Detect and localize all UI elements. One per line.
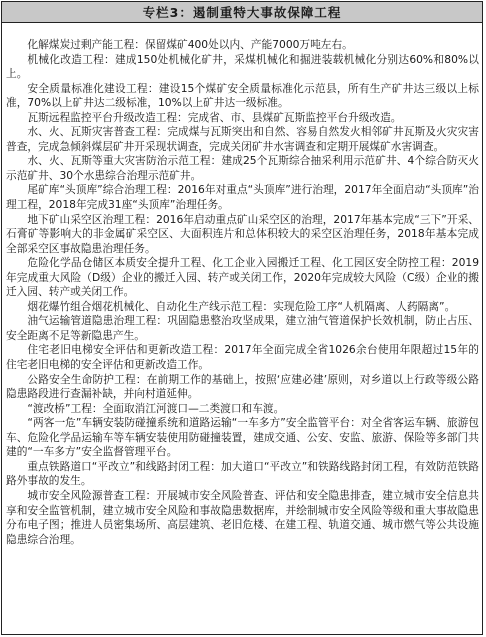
paragraph-road-safety: 公路安全生命防护工程：在前期工作的基础上，按照‘应建必建’原则，对乡道以上行政等级公路隐患路段进行查漏补缺，并向村道延伸。 <box>6 372 479 401</box>
paragraph-demonstration: 水、火、瓦斯等重大灾害防治示范工程：建成25个瓦斯综合抽采利用示范矿井、4个综合防灭火示范矿井、30个水患综合治理示范矿井。 <box>6 154 479 182</box>
title-bar <box>2 2 482 23</box>
column-box <box>1 1 483 635</box>
paragraph-goaf: 地下矿山采空区治理工程：2016年启动重点矿山采空区的治理，2017年基本完成“三下”开采、石膏矿等影响大的非金属矿采空区、大面积连片和总体积较大的采空区治理任务，2018年基本完成全部采空区事故隐患治理任务。 <box>6 212 479 255</box>
paragraph-fireworks: 烟花爆竹组合烟花机械化、自动化生产线示范工程：实现危险工序“人机隔离、人药隔离”。 <box>27 299 456 313</box>
paragraph-coal-capacity: 化解煤炭过剩产能工程：保留煤矿400处以内、产能7000万吨左右。 <box>27 38 353 51</box>
paragraph-city-risk: 城市安全风险源普查工程：开展城市安全风险普查、评估和安全隐患排查，建立城市安全信息共享和安全监管机制，建立城市安全风险和事故隐患数据库，并绘制城市安全风险等级和重大事故隐患分布电子图；推进人员密集场所、高层建筑、老旧危楼、在建工程、轨道交通、城市燃气等公共设施隐患综合治理。 <box>6 488 479 546</box>
paragraph-disaster-survey: 水、火、瓦斯灾害普查工程：完成煤与瓦斯突出和自然、容易自然发火相邻矿井瓦斯及火灾灾害普查，完成急倾斜煤层矿井开采现状调查，完成关闭矿井水害调查和定期开展煤矿水害调查。 <box>6 125 479 153</box>
column-title: 专栏3：遏制重特大事故保障工程 <box>142 5 342 20</box>
paragraph-elevator: 住宅老旧电梯安全评估和更新改造工程：2017年全面完成全省1026余台使用年限超过15年的住宅老旧电梯的安全评估和更新改造工作。 <box>6 343 479 372</box>
paragraph-mechanization: 机械化改造工程：建成150处机械化矿井，采煤机械化和掘进装载机械化分别达60%和80%以上。 <box>6 52 479 81</box>
paragraph-railway: 重点铁路道口“平改立”和线路封闭工程：加大道口“平改立”和铁路线路封闭工程，有效防范铁路路外事故的发生。 <box>6 459 479 488</box>
paragraph-tailings: 尾矿库“头顶库”综合治理工程：2016年对重点“头顶库”进行治理，2017年全面启动“头顶库”治理工程，2018年完成31座“头顶库”治理任务。 <box>6 183 479 212</box>
paragraph-chemical: 危险化学品仓储区本质安全提升工程、化工企业入园搬迁工程、化工园区安全防控工程：2019年完成重大风险（D级）企业的搬迁入园、转产或关闭工作，2020年完成较大风险（C级）企业的搬迁入园、转产或关闭工作。 <box>6 256 479 299</box>
paragraph-ferry: “渡改桥”工程：全面取消江河渡口—二类渡口和车渡。 <box>27 401 285 415</box>
paragraph-standardization: 安全质量标准化建设工程：建设15个煤矿安全质量标准化示范县，所有生产矿井达三级以上标准，70%以上矿井达二级标准，10%以上矿井达一级标准。 <box>6 81 479 110</box>
paragraph-gas-monitoring: 瓦斯远程监控平台升级改造工程：完成省、市、县煤矿瓦斯监控平台升级改造。 <box>27 110 402 124</box>
column-content <box>2 23 482 547</box>
paragraph-pipeline: 油气运输管道隐患治理工程：巩固隐患整治攻坚成果，建立油气管道保护长效机制，防止占压、安全距离不足等新隐患产生。 <box>6 314 479 342</box>
paragraph-vehicles: “两客一危”车辆安装防碰撞系统和道路运输“一车多方”安全监管平台：对全省客运车辆、旅游包车、危险化学品运输车等车辆安装使用防碰撞装置，建成交通、公安、安监、旅游、保险等多部门共建的“一车多方”安全监督管理平台。 <box>6 416 479 459</box>
